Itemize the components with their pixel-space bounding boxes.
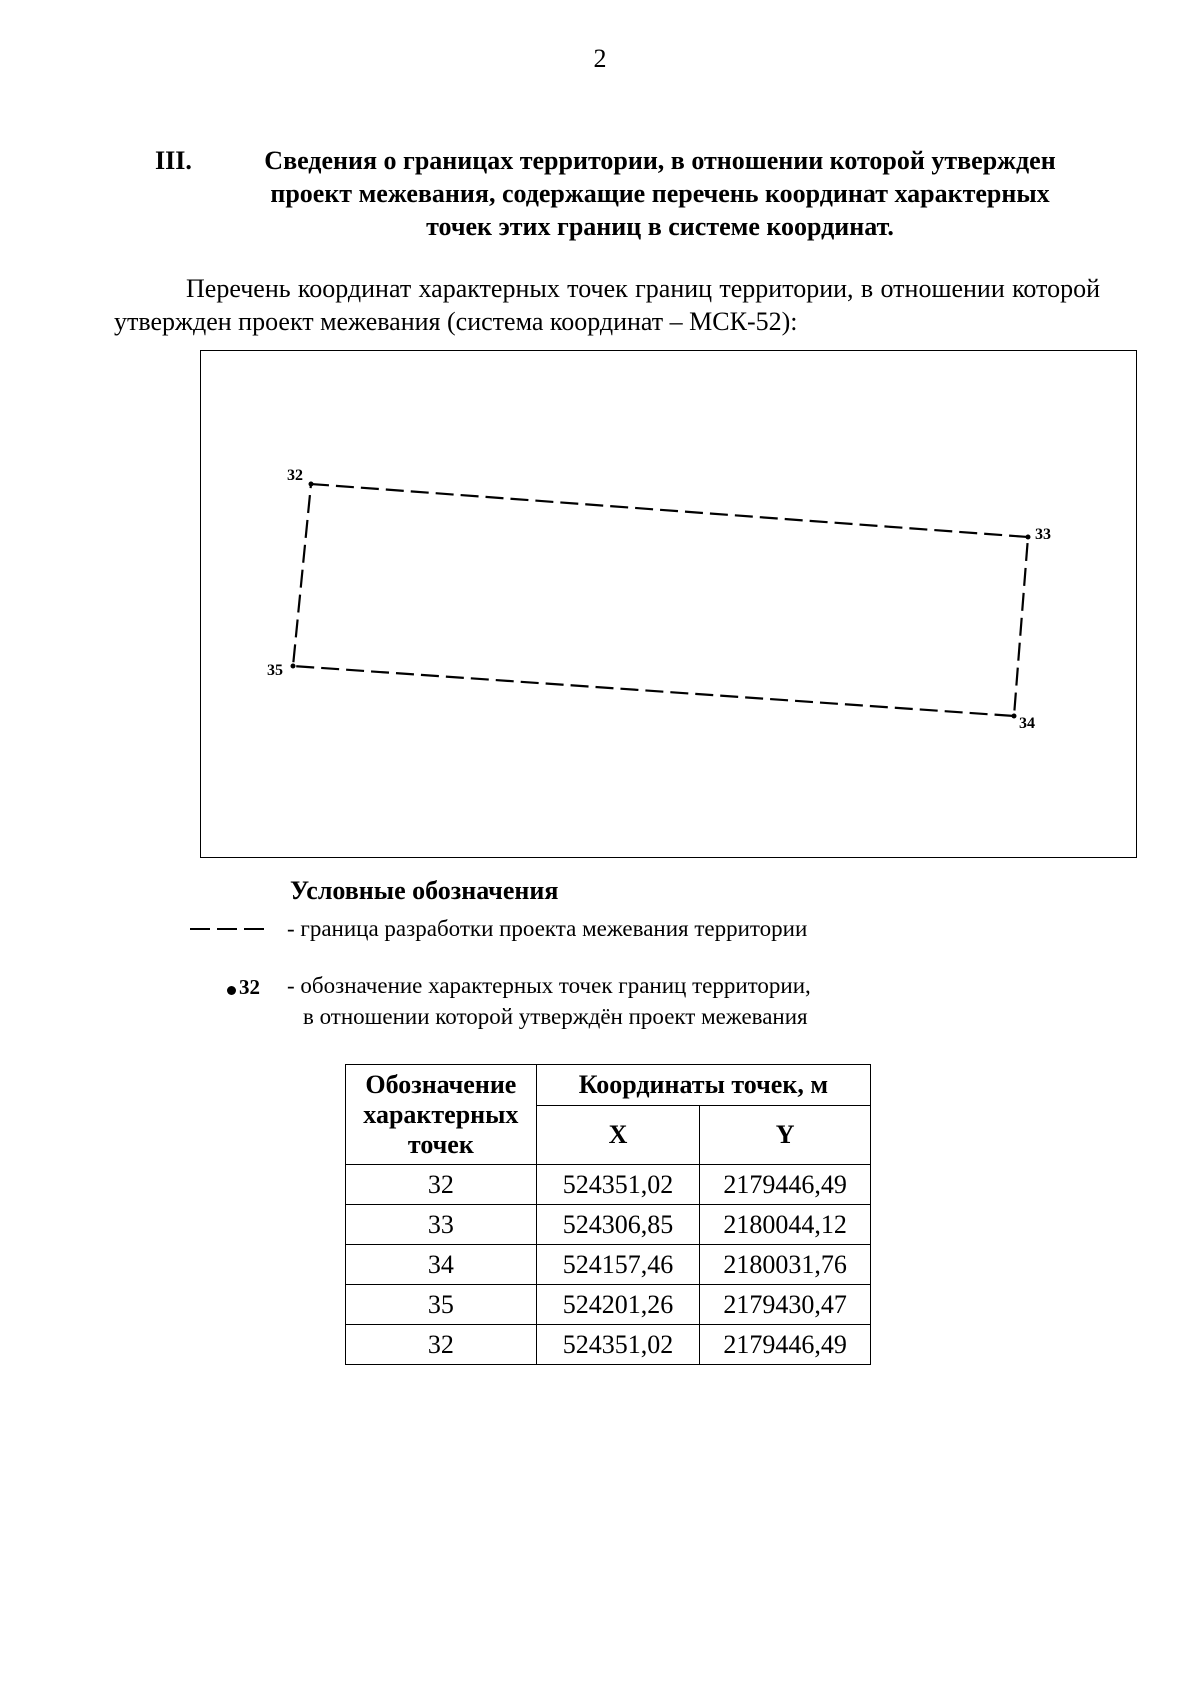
dashed-line-symbol: [190, 928, 270, 930]
point-34-marker: [1012, 714, 1017, 719]
section-title-line: точек этих границ в системе координат.: [426, 212, 894, 241]
cell-point: 32: [346, 1165, 537, 1205]
boundary-plan: [200, 350, 1137, 858]
coordinates-table: [345, 1064, 871, 1365]
section-title-line: Сведения о границах территории, в отношении которой утвержден: [264, 146, 1056, 175]
boundary-plan-drawing: [201, 351, 1138, 859]
cell-y: 2179446,49: [700, 1165, 871, 1205]
section-title: [225, 144, 1095, 243]
legend-point-desc-line: - обозначение характерных точек границ территории,: [287, 973, 811, 998]
legend-title: Условные обозначения: [290, 876, 559, 905]
table-row: [346, 1245, 871, 1285]
point-32-marker: [309, 482, 314, 487]
legend-point-desc-line: в отношении которой утверждён проект межевания: [303, 1004, 808, 1029]
legend-boundary-desc: - граница разработки проекта межевания территории: [287, 916, 808, 941]
point-symbol-label: 32: [239, 975, 260, 999]
header-y: Y: [700, 1106, 871, 1165]
table-row: [346, 1285, 871, 1325]
table-row: [346, 1165, 871, 1205]
cell-point: 33: [346, 1205, 537, 1245]
point-35-label: 35: [267, 662, 283, 679]
cell-point: 34: [346, 1245, 537, 1285]
header-point-designation: Обозначение характерных точек: [346, 1065, 537, 1165]
cell-point: 35: [346, 1285, 537, 1325]
cell-y: 2180044,12: [700, 1205, 871, 1245]
point-35-marker: [291, 664, 296, 669]
cell-point: 32: [346, 1325, 537, 1365]
point-dot-icon: [227, 986, 236, 995]
point-symbol: [225, 970, 275, 1010]
cell-x: 524351,02: [536, 1325, 700, 1365]
cell-y: 2180031,76: [700, 1245, 871, 1285]
territory-boundary: [293, 484, 1028, 716]
cell-x: 524306,85: [536, 1205, 700, 1245]
table-row: [346, 1325, 871, 1365]
cell-y: 2179430,47: [700, 1285, 871, 1325]
point-34-label: 34: [1019, 715, 1035, 732]
page-number: 2: [593, 44, 607, 73]
point-33-marker: [1026, 535, 1031, 540]
cell-y: 2179446,49: [700, 1325, 871, 1365]
point-32-label: 32: [287, 467, 303, 484]
legend-point-desc: [287, 970, 811, 1032]
section-number: III.: [155, 146, 192, 175]
table-row: [346, 1205, 871, 1245]
header-x: X: [536, 1106, 700, 1165]
point-33-label: 33: [1035, 526, 1051, 543]
cell-x: 524157,46: [536, 1245, 700, 1285]
section-title-line: проект межевания, содержащие перечень координат характерных: [270, 179, 1050, 208]
cell-x: 524201,26: [536, 1285, 700, 1325]
header-coordinates: Координаты точек, м: [536, 1065, 870, 1106]
intro-paragraph: Перечень координат характерных точек границ территории, в отношении которой утвержден проект межевания (система координат – МСК-52):: [114, 274, 1100, 336]
cell-x: 524351,02: [536, 1165, 700, 1205]
